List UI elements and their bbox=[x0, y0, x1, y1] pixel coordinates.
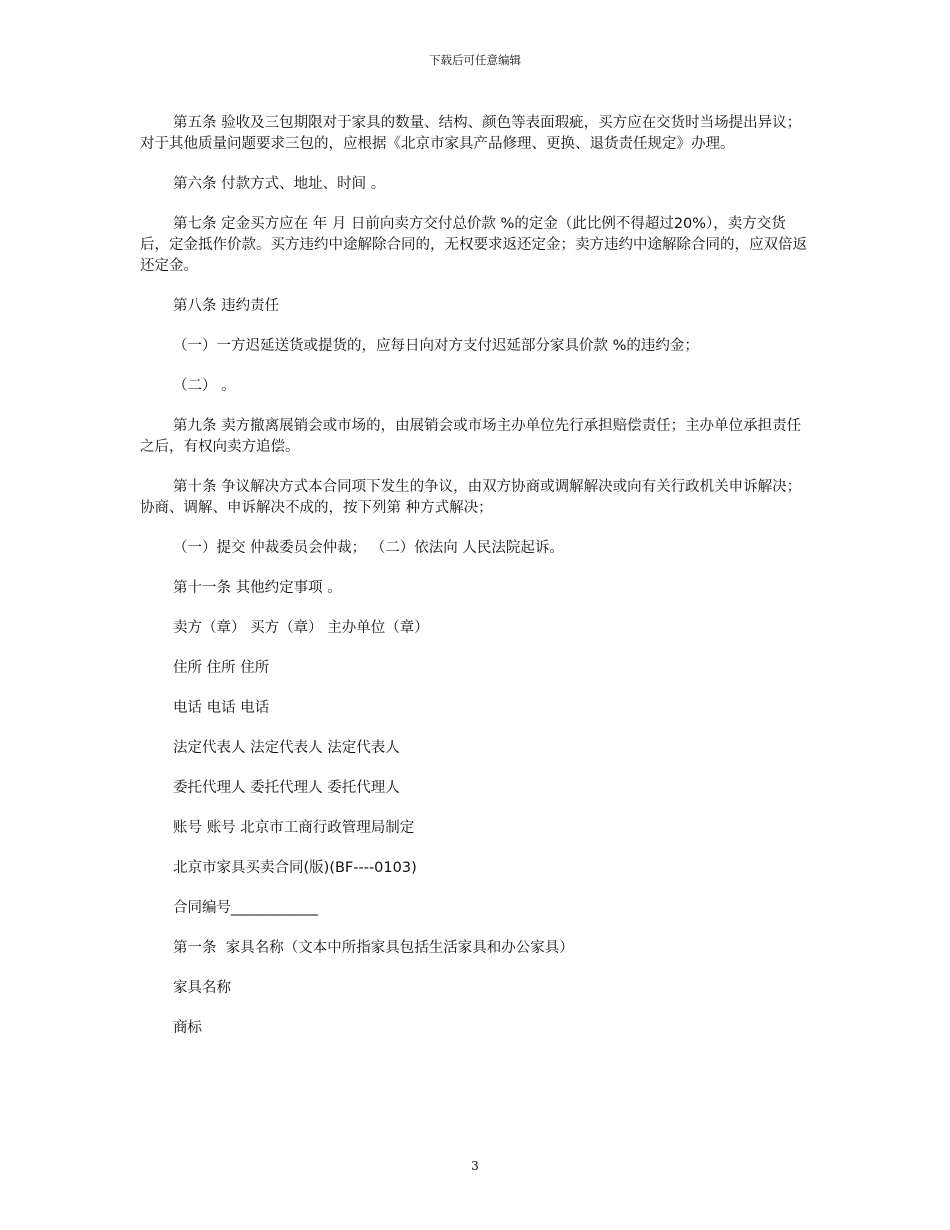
clause-1: 第一条 家具名称（文本中所指家具包括生活家具和办公家具） bbox=[173, 940, 574, 956]
signature-address: 住所 住所 住所 bbox=[173, 660, 270, 676]
signature-phone: 电话 电话 电话 bbox=[173, 700, 270, 716]
page-number: 3 bbox=[471, 1159, 479, 1173]
signature-parties: 卖方（章） 买方（章） 主办单位（章） bbox=[173, 620, 429, 636]
trademark-field: 商标 bbox=[173, 1020, 202, 1036]
clause-8-item-2: （二） 。 bbox=[173, 378, 236, 394]
clause-9: 第九条 卖方撤离展销会或市场的，由展销会或市场主办单位先行承担赔偿责任；主办单位承担责任之后，有权向卖方追偿。 bbox=[140, 418, 802, 455]
clause-10: 第十条 争议解决方式本合同项下发生的争议，由双方协商或调解解决或向有关行政机关申诉解决；协商、调解、申诉解决不成的，按下列第 种方式解决； bbox=[140, 479, 802, 516]
furniture-name-field: 家具名称 bbox=[173, 980, 231, 996]
clause-8: 第八条 违约责任 bbox=[173, 298, 280, 314]
clause-7: 第七条 定金买方应在 年 月 日前向卖方交付总价款 %的定金（此比例不得超过20%），卖方交货后，定金抵作价款。买方违约中途解除合同的，无权要求返还定金；卖方违约中途解除合同的，应双倍返还定金。 bbox=[140, 216, 807, 274]
contract-number: 合同编号____________ bbox=[173, 900, 318, 916]
document-body bbox=[140, 113, 808, 1058]
clause-6: 第六条 付款方式、地址、时间 。 bbox=[173, 176, 386, 192]
clause-5: 第五条 验收及三包期限对于家具的数量、结构、颜色等表面瑕疵，买方应在交货时当场提出异议；对于其他质量问题要求三包的，应根据《北京市家具产品修理、更换、退货责任规定》办理。 bbox=[140, 115, 802, 152]
signature-legal-rep: 法定代表人 法定代表人 法定代表人 bbox=[173, 740, 400, 756]
contract-title: 北京市家具买卖合同(版)(BF----0103) bbox=[173, 860, 417, 876]
signature-account: 账号 账号 北京市工商行政管理局制定 bbox=[173, 820, 415, 836]
clause-11: 第十一条 其他约定事项 。 bbox=[173, 580, 342, 596]
clause-8-item-1: （一）一方迟延送货或提货的，应每日向对方支付迟延部分家具价款 %的违约金； bbox=[173, 338, 699, 354]
clause-10-options: （一）提交 仲裁委员会仲裁； （二）依法向 人民法院起诉。 bbox=[173, 540, 564, 556]
page-header: 下载后可任意编辑 bbox=[429, 53, 521, 67]
signature-agent: 委托代理人 委托代理人 委托代理人 bbox=[173, 780, 400, 796]
